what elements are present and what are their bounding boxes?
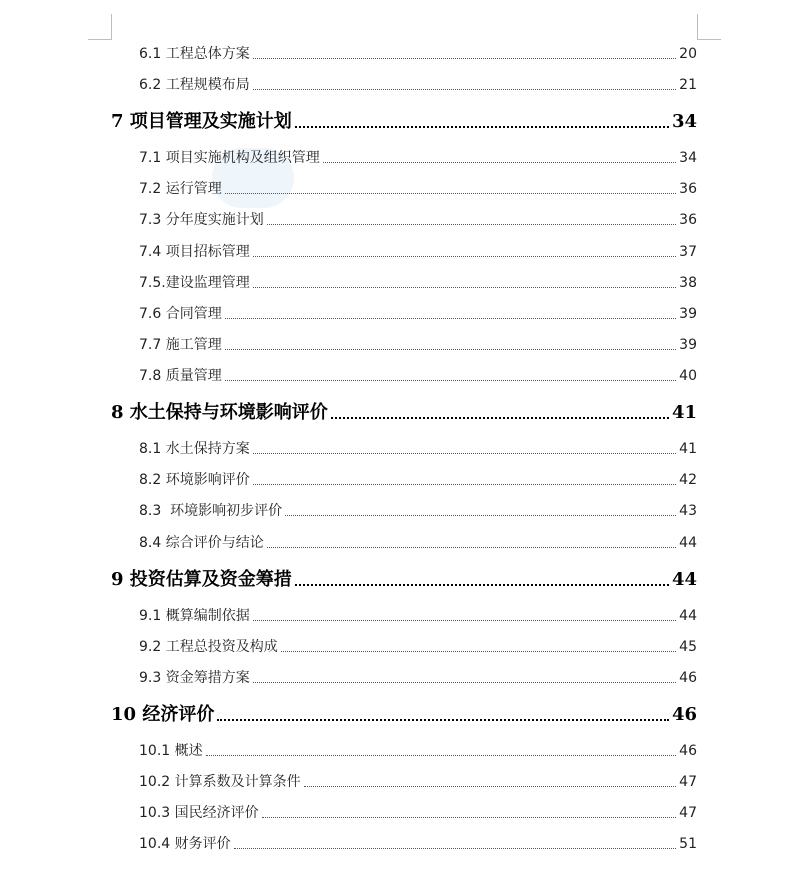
toc-entry-title: 7.8 质量管理 <box>139 368 222 384</box>
margin-mark-top-left <box>111 14 112 40</box>
toc-entry-page: 43 <box>679 503 697 519</box>
toc-leader-dots <box>225 193 676 194</box>
toc-entry-title: 7.7 施工管理 <box>139 337 222 353</box>
toc-entry-page: 44 <box>679 608 697 624</box>
toc-chapter-entry[interactable] <box>111 700 697 726</box>
toc-leader-dots <box>262 817 677 818</box>
margin-mark-top-right-h <box>697 39 721 40</box>
toc-entry-title: 7.6 合同管理 <box>139 306 222 322</box>
toc-chapter-title: 9 投资估算及资金筹措 <box>111 569 292 590</box>
toc-entry-title: 8.3 环境影响初步评价 <box>139 503 283 519</box>
toc-entry[interactable] <box>139 301 697 323</box>
toc-entry[interactable] <box>139 239 697 261</box>
toc-entry-title: 8.2 环境影响评价 <box>139 472 250 488</box>
toc-leader-dots <box>253 453 676 454</box>
toc-entry-page: 46 <box>679 743 697 759</box>
toc-entry-title: 9.1 概算编制依据 <box>139 608 250 624</box>
toc-chapter-title: 8 水土保持与环境影响评价 <box>111 402 328 423</box>
toc-entry-page: 41 <box>679 441 697 457</box>
toc-entry[interactable] <box>139 831 697 853</box>
toc-entry-page: 34 <box>679 150 697 166</box>
toc-entry-page: 40 <box>679 368 697 384</box>
toc-entry-title: 10.1 概述 <box>139 743 203 759</box>
toc-leader-dots <box>267 547 676 548</box>
toc-entry-title: 8.4 综合评价与结论 <box>139 535 264 551</box>
toc-entry[interactable] <box>139 665 697 687</box>
toc-entry[interactable] <box>139 72 697 94</box>
margin-mark-top-left-h <box>88 39 112 40</box>
toc-entry-page: 47 <box>679 805 697 821</box>
toc-entry-page: 39 <box>679 306 697 322</box>
toc-entry-title: 6.2 工程规模布局 <box>139 77 250 93</box>
toc-entry[interactable] <box>139 270 697 292</box>
toc-leader-dots <box>253 256 676 257</box>
toc-entry-page: 46 <box>679 670 697 686</box>
toc-entry-page: 44 <box>679 535 697 551</box>
toc-leader-dots <box>225 380 676 381</box>
toc-leader-dots <box>285 515 676 516</box>
toc-chapter-page: 34 <box>671 111 697 132</box>
toc-entry-title: 9.3 资金筹措方案 <box>139 670 250 686</box>
toc-entry[interactable] <box>139 176 697 198</box>
toc-entry-title: 6.1 工程总体方案 <box>139 46 250 62</box>
toc-entry-title: 7.3 分年度实施计划 <box>139 212 264 228</box>
toc-entry-page: 45 <box>679 639 697 655</box>
toc-leader-dots <box>234 848 677 849</box>
toc-entry-page: 20 <box>679 46 697 62</box>
toc-leader-dots <box>225 349 676 350</box>
toc-entry-title: 7.4 项目招标管理 <box>139 244 250 260</box>
toc-entry[interactable] <box>139 634 697 656</box>
toc-leader-dots <box>304 786 677 787</box>
toc-entry-page: 36 <box>679 181 697 197</box>
toc-entry[interactable] <box>139 436 697 458</box>
toc-chapter-entry[interactable] <box>111 398 697 424</box>
toc-leader-dots <box>225 318 676 319</box>
toc-entry-title: 7.1 项目实施机构及组织管理 <box>139 150 320 166</box>
toc-chapter-page: 44 <box>671 569 697 590</box>
toc-chapter-entry[interactable] <box>111 107 697 133</box>
toc-entry-title: 7.5.建设监理管理 <box>139 275 250 291</box>
toc-entry[interactable] <box>139 363 697 385</box>
toc-entry-title: 10.3 国民经济评价 <box>139 805 259 821</box>
toc-chapter-entry[interactable] <box>111 565 697 591</box>
toc-entry[interactable] <box>139 738 697 760</box>
toc-entry[interactable] <box>139 467 697 489</box>
toc-leader-dots <box>217 719 669 721</box>
toc-entry[interactable] <box>139 530 697 552</box>
toc-entry-page: 51 <box>679 836 697 852</box>
toc-leader-dots <box>281 651 676 652</box>
toc-chapter-page: 46 <box>671 704 697 725</box>
toc-leader-dots <box>253 89 676 90</box>
toc-entry-page: 42 <box>679 472 697 488</box>
toc-entry-title: 8.1 水土保持方案 <box>139 441 250 457</box>
toc-entry-page: 39 <box>679 337 697 353</box>
toc-entry[interactable] <box>139 603 697 625</box>
toc-entry[interactable] <box>139 145 697 167</box>
toc-leader-dots <box>206 755 677 756</box>
toc-entry-page: 37 <box>679 244 697 260</box>
toc-leader-dots <box>267 224 676 225</box>
toc-entry[interactable] <box>139 332 697 354</box>
toc-leader-dots <box>331 417 669 419</box>
toc-entry[interactable] <box>139 207 697 229</box>
toc-leader-dots <box>253 58 676 59</box>
margin-mark-top-right <box>697 14 698 40</box>
toc-leader-dots <box>253 620 676 621</box>
toc-entry-page: 21 <box>679 77 697 93</box>
toc-entry-page: 38 <box>679 275 697 291</box>
toc-entry[interactable] <box>139 498 697 520</box>
toc-chapter-page: 41 <box>671 402 697 423</box>
toc-entry-title: 9.2 工程总投资及构成 <box>139 639 278 655</box>
toc-entry[interactable] <box>139 769 697 791</box>
toc-leader-dots <box>295 126 669 128</box>
toc-entry[interactable] <box>139 800 697 822</box>
toc-entry-title: 10.4 财务评价 <box>139 836 231 852</box>
toc-entry[interactable] <box>139 41 697 63</box>
toc-leader-dots <box>253 682 676 683</box>
toc-entry-page: 36 <box>679 212 697 228</box>
toc-chapter-title: 7 项目管理及实施计划 <box>111 111 292 132</box>
toc-leader-dots <box>253 287 676 288</box>
toc-chapter-title: 10 经济评价 <box>111 704 215 725</box>
toc-leader-dots <box>253 484 676 485</box>
toc-entry-title: 7.2 运行管理 <box>139 181 222 197</box>
toc-leader-dots <box>295 584 669 586</box>
toc-leader-dots <box>323 162 676 163</box>
toc-entry-title: 10.2 计算系数及计算条件 <box>139 774 301 790</box>
toc-entry-page: 47 <box>679 774 697 790</box>
